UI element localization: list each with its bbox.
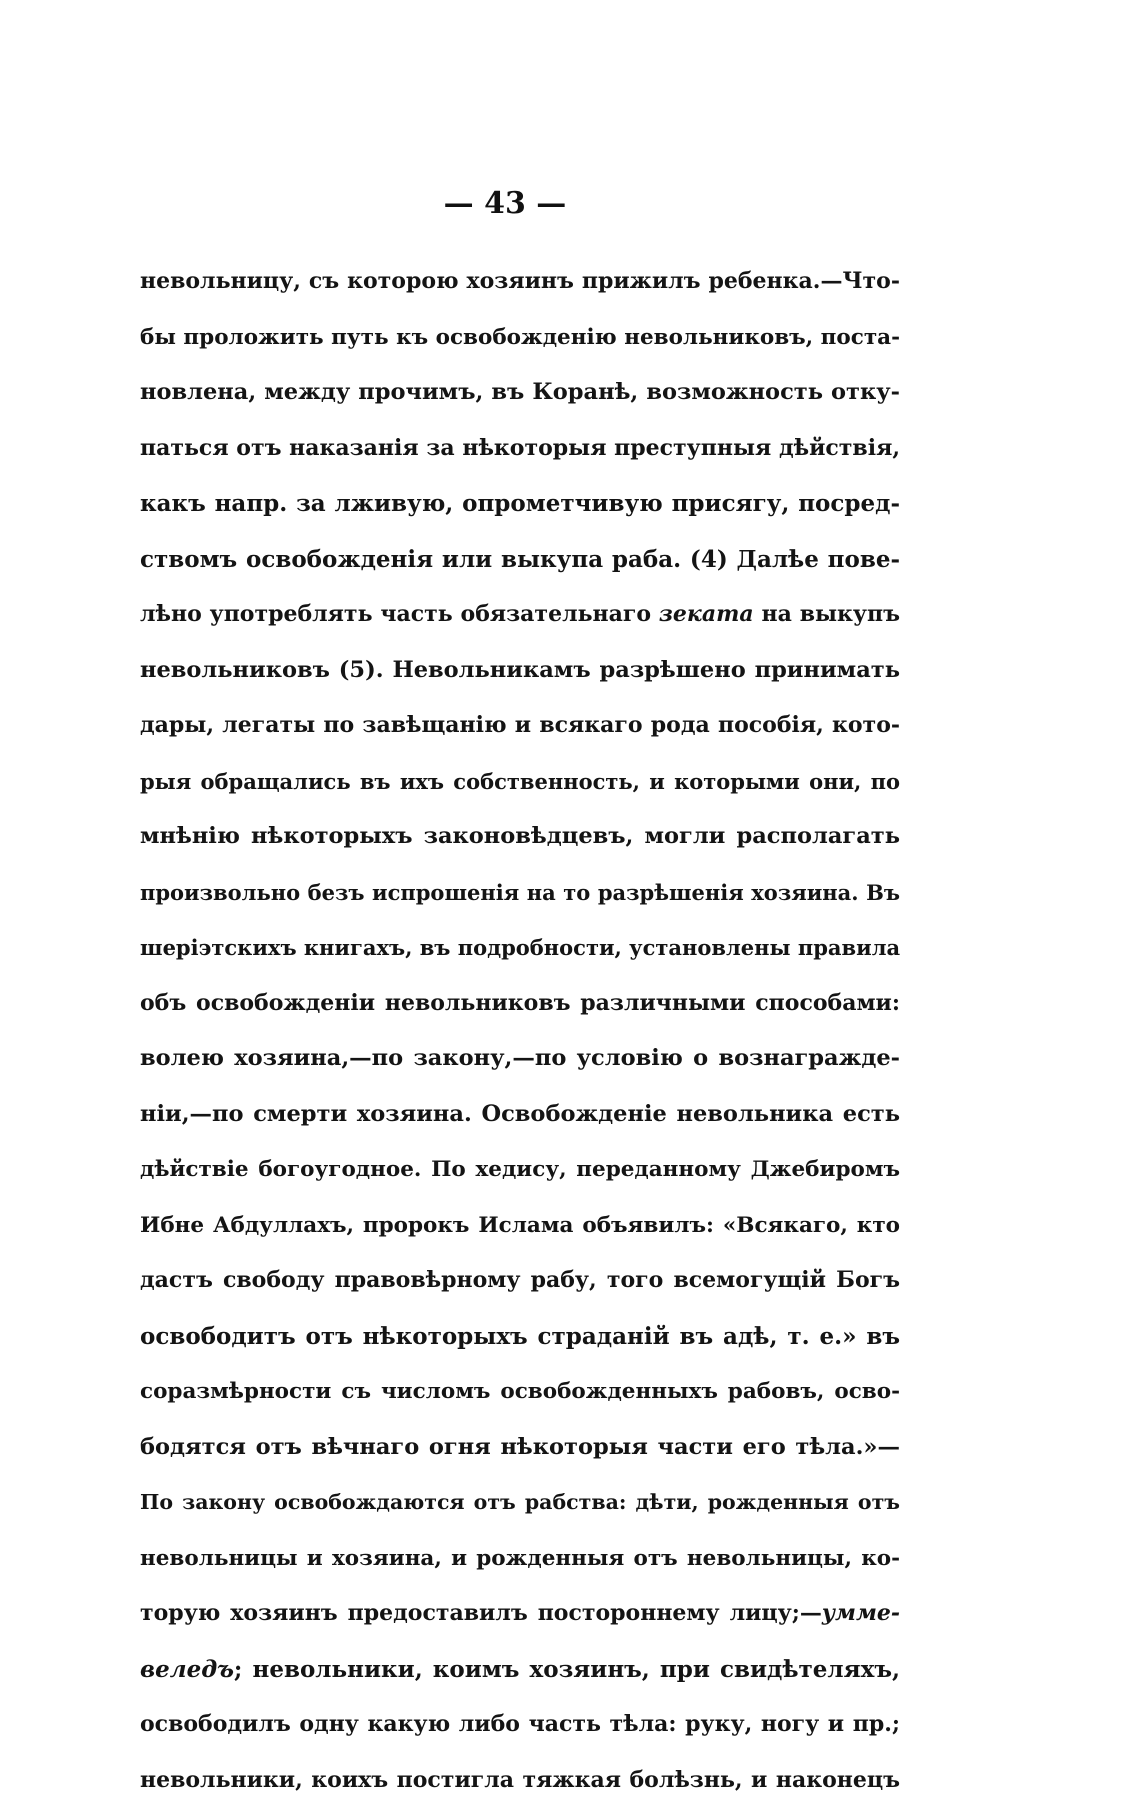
text-line: мнѣнію нѣкоторыхъ законовѣдцевъ, могли располагать bbox=[140, 809, 900, 865]
text-line: бы проложить путь къ освобожденію невольниковъ, поста- bbox=[140, 310, 900, 366]
text-line: ствомъ освобожденія или выкупа раба. (4) Далѣе пове- bbox=[140, 532, 900, 588]
text-line bbox=[140, 1586, 900, 1642]
text-line: невольниковъ (5). Невольникамъ разрѣшено принимать bbox=[140, 643, 900, 699]
italic-term: зеката bbox=[659, 601, 754, 627]
text-line: дастъ свободу правовѣрному рабу, того всемогущій Богъ bbox=[140, 1253, 900, 1309]
text-segment: на выкупъ bbox=[754, 601, 900, 627]
text-segment: ; невольники, коимъ хозяинъ, при свидѣтеляхъ, bbox=[234, 1656, 900, 1683]
body-text bbox=[140, 254, 900, 1808]
text-line: бодятся отъ вѣчнаго огня нѣкоторыя части его тѣла.»— bbox=[140, 1420, 900, 1476]
text-line: какъ напр. за лживую, опрометчивую присягу, посред- bbox=[140, 476, 900, 532]
text-line: невольницы и хозяина, и рожденныя отъ невольницы, ко- bbox=[140, 1531, 900, 1587]
text-segment: лѣно употреблять часть обязательнаго bbox=[140, 601, 659, 627]
text-line: невольники, коихъ постигла тяжкая болѣзнь, и наконецъ bbox=[140, 1753, 900, 1808]
italic-term: умме- bbox=[822, 1600, 900, 1626]
text-line: волею хозяина,—по закону,—по условію о вознагражде- bbox=[140, 1031, 900, 1087]
text-line: ніи,—по смерти хозяина. Освобожденіе невольника есть bbox=[140, 1087, 900, 1143]
text-line: соразмѣрности съ числомъ освобожденныхъ рабовъ, осво- bbox=[140, 1364, 900, 1420]
text-line: дѣйствіе богоугодное. По хедису, переданному Джебиромъ bbox=[140, 1142, 900, 1198]
text-line: По закону освобождаются отъ рабства: дѣти, рожденныя отъ bbox=[140, 1475, 900, 1531]
text-line: паться отъ наказанія за нѣкоторыя преступныя дѣйствія, bbox=[140, 421, 900, 477]
text-line bbox=[140, 587, 900, 643]
text-line: освободилъ одну какую либо часть тѣла: руку, ногу и пр.; bbox=[140, 1697, 900, 1753]
text-line: невольницу, съ которою хозяинъ прижилъ ребенка.—Что- bbox=[140, 254, 900, 310]
text-segment: торую хозяинъ предоставилъ постороннему лицу;— bbox=[140, 1600, 822, 1626]
text-line: шеріэтскихъ книгахъ, въ подробности, установлены правила bbox=[140, 920, 900, 976]
text-line: рыя обращались въ ихъ собственность, и которыми они, по bbox=[140, 754, 900, 810]
text-line: Ибне Абдуллахъ, пророкъ Ислама объявилъ: «Всякаго, кто bbox=[140, 1198, 900, 1254]
text-line: освободитъ отъ нѣкоторыхъ страданій въ адѣ, т. е.» въ bbox=[140, 1309, 900, 1365]
italic-term: веледъ bbox=[140, 1656, 234, 1683]
text-line: произвольно безъ испрошенія на то разрѣшенія хозяина. Въ bbox=[140, 865, 900, 921]
text-line: дары, легаты по завѣщанію и всякаго рода пособія, кото- bbox=[140, 698, 900, 754]
text-line bbox=[140, 1642, 900, 1698]
text-line: новлена, между прочимъ, въ Коранѣ, возможность отку- bbox=[140, 365, 900, 421]
text-line: объ освобожденіи невольниковъ различными способами: bbox=[140, 976, 900, 1032]
page-number: — 43 — bbox=[0, 186, 1010, 221]
